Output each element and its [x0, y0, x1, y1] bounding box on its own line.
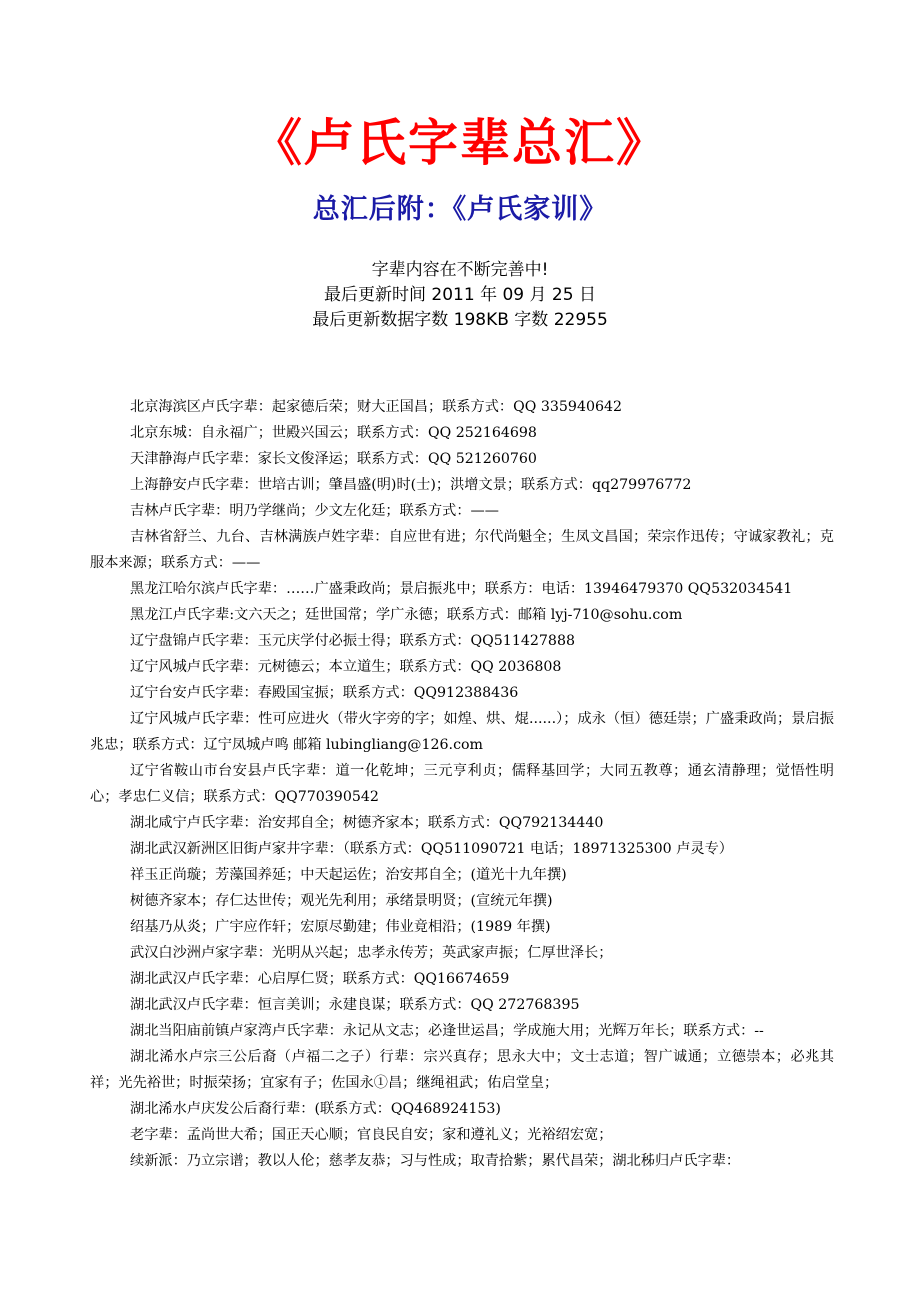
entry-paragraph: 续新派：乃立宗谱；教以人伦；慈孝友恭；习与性成；取青拾紫；累代昌荣；湖北秭归卢氏字辈： — [130, 1153, 741, 1169]
entry-paragraph: 天津静海卢氏字辈：家长文俊泽运；联系方式：QQ 521260760 — [130, 451, 537, 467]
entry-paragraph: 上海静安卢氏字辈：世培古训；肇昌盛(明)时(士)；洪增文景；联系方式：qq279976772 — [130, 477, 692, 493]
entry-paragraph: 吉林卢氏字辈：明乃学继尚；少文左化廷；联系方式：—— — [130, 503, 499, 519]
entry-paragraph: 辽宁盘锦卢氏字辈：玉元庆学付必振士得；联系方式：QQ511427888 — [130, 633, 576, 649]
entry-paragraph: 武汉白沙洲卢家字辈：光明从兴起；忠孝永传芳；英武家声振；仁厚世泽长； — [130, 945, 613, 961]
entry-paragraph: 吉林省舒兰、九台、吉林满族卢姓字辈：自应世有进；尔代尚魁全；生凤文昌国；荣宗作迅传；守诚家教礼；克服本来源；联系方式：—— — [90, 529, 834, 571]
entry-paragraph: 老字辈：孟尚世大希；国正天心顺；官良民自安；家和遵礼义；光裕绍宏宽； — [130, 1127, 613, 1143]
entry-paragraph: 湖北武汉新洲区旧街卢家井字辈：（联系方式：QQ511090721 电话；18971325300 卢灵专） — [130, 841, 733, 857]
entry-paragraph: 湖北咸宁卢氏字辈：治安邦自全；树德齐家本；联系方式：QQ792134440 — [130, 815, 604, 831]
entry-paragraph: 辽宁省鞍山市台安县卢氏字辈：道一化乾坤；三元亨利贞；儒释基回学；大同五教尊；通玄清静理；觉悟性明心；孝忠仁义信；联系方式：QQ770390542 — [90, 763, 834, 805]
update-status: 字辈内容在不断完善中! — [371, 260, 549, 280]
update-size: 最后更新数据字数 198KB 字数 22955 — [312, 310, 608, 330]
update-info — [0, 258, 920, 333]
entry-paragraph: 辽宁风城卢氏字辈：性可应进火（带火字旁的字；如煌、烘、焜......）；成永（恒）德廷崇；广盛秉政尚；景启振兆忠；联系方式：辽宁凤城卢鸣 邮箱 lubingliang@126.com — [90, 711, 834, 753]
entry-paragraph: 树德齐家本；存仁达世传；观光先利用；承绪景明贤；(宣统元年撰) — [130, 893, 553, 909]
entry-paragraph: 黑龙江哈尔滨卢氏字辈：……广盛秉政尚；景启振兆中；联系方：电话：13946479370 QQ532034541 — [130, 581, 793, 597]
document-title: 《卢氏字辈总汇》 — [252, 113, 668, 172]
entry-paragraph: 绍基乃从炎；广宇应作轩；宏原尽勤建；伟业竟相沿；(1989 年撰) — [130, 919, 551, 935]
entry-paragraph: 湖北浠水卢宗三公后裔（卢福二之子）行辈：宗兴真存；思永大中；文士志道；智广诚通；立德崇本；必兆其祥；光先裕世；时振荣扬；宜家有子；佐国永①昌；继绳祖武；佑启堂皇； — [90, 1049, 834, 1091]
entry-paragraph: 黑龙江卢氏字辈:文六天之；廷世国常；学广永德；联系方式：邮箱 lyj-710@sohu.com — [130, 607, 683, 623]
entry-paragraph: 湖北当阳庙前镇卢家湾卢氏字辈：永记从文志；必逢世运昌；学成施大用；光辉万年长；联系方式：-- — [130, 1023, 764, 1039]
entry-paragraph: 湖北武汉卢氏字辈：恒言美训；永建良谋；联系方式：QQ 272768395 — [130, 997, 580, 1013]
entry-paragraph: 祥玉正尚璇；芳藻国养延；中天起运佐；治安邦自全；(道光十九年撰) — [130, 867, 567, 883]
entry-paragraph: 辽宁台安卢氏字辈：春殿国宝振；联系方式：QQ912388436 — [130, 685, 519, 701]
entry-paragraph: 北京东城：自永福广；世殿兴国云；联系方式：QQ 252164698 — [130, 425, 537, 441]
entry-paragraph: 辽宁风城卢氏字辈：元树德云；本立道生；联系方式：QQ 2036808 — [130, 659, 562, 675]
update-date: 最后更新时间 2011 年 09 月 25 日 — [324, 285, 596, 305]
entry-paragraph: 湖北武汉卢氏字辈：心启厚仁贤；联系方式：QQ16674659 — [130, 971, 510, 987]
entry-paragraph: 湖北浠水卢庆发公后裔行辈：(联系方式：QQ468924153) — [130, 1101, 501, 1117]
document-subtitle: 总汇后附：《卢氏家训》 — [312, 194, 608, 225]
entries-list — [90, 394, 834, 1174]
entry-paragraph: 北京海滨区卢氏字辈：起家德后荣；财大正国昌；联系方式：QQ 335940642 — [130, 399, 623, 415]
